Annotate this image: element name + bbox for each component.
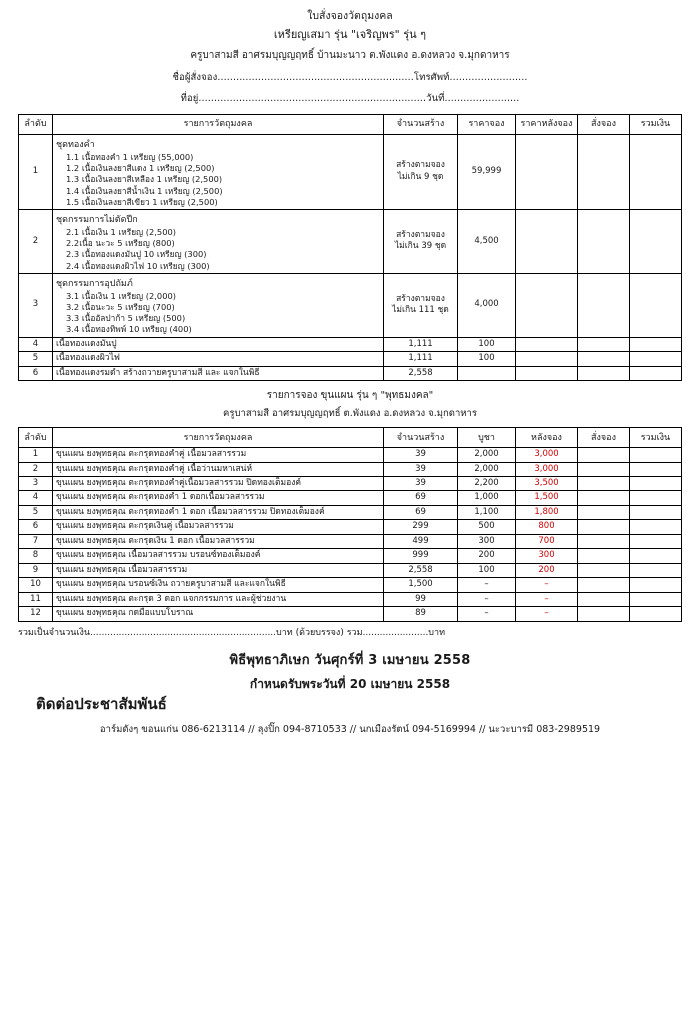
cell-order[interactable] xyxy=(578,534,630,548)
cell-item: ขุนแผน ยงพุทธคุณ บรอนซ์เงิน ถวายครูบาสามสี และแจกในพิธี xyxy=(53,578,384,592)
cell-after xyxy=(516,209,578,273)
cell-qty: 1,111 xyxy=(384,337,458,351)
cell-price: 2,200 xyxy=(458,477,516,491)
footer-block xyxy=(18,649,682,694)
cell-qty: 1,111 xyxy=(384,352,458,366)
cell-item: ขุนแผน ยงพุทธคุณ ตะกรุดทองคำคู่ เนื้อมวลสารรวม xyxy=(53,448,384,462)
cell-no: 2 xyxy=(19,209,53,273)
document-header xyxy=(18,8,682,64)
cell-total[interactable] xyxy=(630,273,682,337)
header-temple-line: ครูบาสามสี อาศรมบุญญฤทธิ์ บ้านมะนาว ต.พังแดง อ.ดงหลวง จ.มุกดาหาร xyxy=(190,50,510,62)
group-title: ชุดกรรมการไม่ตัดปีก xyxy=(56,214,138,225)
cell-order[interactable] xyxy=(578,563,630,577)
cell-total[interactable] xyxy=(630,337,682,351)
th-total: รวมเงิน xyxy=(630,428,682,448)
cell-qty: 499 xyxy=(384,534,458,548)
cell-after: – xyxy=(516,607,578,621)
cell-order[interactable] xyxy=(578,352,630,366)
cell-item xyxy=(53,273,384,337)
cell-after xyxy=(516,337,578,351)
cell-order[interactable] xyxy=(578,505,630,519)
cell-item xyxy=(53,209,384,273)
cell-no: 2 xyxy=(19,462,53,476)
cell-item xyxy=(53,134,384,209)
cell-no: 4 xyxy=(19,491,53,505)
sub-item: 2.4 เนื้อทองแดงผิวไฟ 10 เหรียญ (300) xyxy=(66,260,210,271)
amulet-order-table xyxy=(18,114,682,381)
cell-qty xyxy=(384,134,458,209)
table-row xyxy=(19,592,682,606)
table-row xyxy=(19,607,682,621)
cell-item: เนื้อทองแดงผิวไฟ xyxy=(53,352,384,366)
th-price: บูชา xyxy=(458,428,516,448)
cell-total[interactable] xyxy=(630,209,682,273)
table1-header-row xyxy=(19,114,682,134)
sub-item: 1.1 เนื้อทองคำ 1 เหรียญ (55,000) xyxy=(66,151,194,162)
cell-order[interactable] xyxy=(578,366,630,380)
sub-item: 3.1 เนื้อเงิน 1 เหรียญ (2,000) xyxy=(66,290,176,301)
contact-row xyxy=(18,696,682,716)
table-row xyxy=(19,491,682,505)
table-row xyxy=(19,352,682,366)
cell-after: – xyxy=(516,578,578,592)
cell-price xyxy=(458,366,516,380)
sub-item: 3.3 เนื้ออัลปาก้า 5 เหรียญ (500) xyxy=(66,313,186,324)
th-item: รายการวัตถุมงคล xyxy=(53,114,384,134)
cell-item: ขุนแผน ยงพุทธคุณ ตะกรุดทองคำคู่เนื้อมวลสารรวม ปิดทองเต็มองค์ xyxy=(53,477,384,491)
cell-price: – xyxy=(458,592,516,606)
table-row xyxy=(19,477,682,491)
th-item: รายการวัตถุมงคล xyxy=(53,428,384,448)
contact-label: ติดต่อประชาสัมพันธ์ xyxy=(36,694,167,713)
cell-price: 1,000 xyxy=(458,491,516,505)
cell-total[interactable] xyxy=(630,578,682,592)
th-order: สั่งจอง xyxy=(578,114,630,134)
cell-price: 4,000 xyxy=(458,273,516,337)
cell-qty: 89 xyxy=(384,607,458,621)
cell-after xyxy=(516,352,578,366)
cell-item: ขุนแผน ยงพุทธคุณ เนื้อมวลสารรวม บรอนซ์ทองเต็มองค์ xyxy=(53,549,384,563)
cell-after: 800 xyxy=(516,520,578,534)
sub-item: 1.4 เนื้อเงินลงยาสีน้ำเงิน 1 เหรียญ (2,500) xyxy=(66,185,223,196)
cell-price: 200 xyxy=(458,549,516,563)
cell-item: เนื้อทองแดงมันปู xyxy=(53,337,384,351)
qty-line: ไม่เกิน 39 ชุด xyxy=(394,241,447,252)
cell-qty xyxy=(384,273,458,337)
cell-after xyxy=(516,366,578,380)
cell-qty xyxy=(384,209,458,273)
cell-order[interactable] xyxy=(578,607,630,621)
table-row xyxy=(19,209,682,273)
sub-item: 3.4 เนื้อทองทิพพ์ 10 เหรียญ (400) xyxy=(66,324,192,335)
cell-qty: 299 xyxy=(384,520,458,534)
cell-qty: 99 xyxy=(384,592,458,606)
cell-after: 1,500 xyxy=(516,491,578,505)
cell-order[interactable] xyxy=(578,273,630,337)
buyer-address-field[interactable]: ที่อยู่.........................................................................วันที่........................ xyxy=(180,92,520,104)
cell-total[interactable] xyxy=(630,477,682,491)
cell-total[interactable] xyxy=(630,607,682,621)
cell-qty: 999 xyxy=(384,549,458,563)
sub-item: 1.3 เนื้อเงินลงยาสีเหลือง 1 เหรียญ (2,500) xyxy=(66,174,223,185)
table-row xyxy=(19,578,682,592)
cell-order[interactable] xyxy=(578,477,630,491)
cell-no: 3 xyxy=(19,273,53,337)
cell-qty: 39 xyxy=(384,477,458,491)
section2-title: รายการจอง ขุนแผน รุ่น ๆ "พุทธมงคล" xyxy=(266,390,434,402)
cell-no: 6 xyxy=(19,520,53,534)
table-row xyxy=(19,273,682,337)
cell-after: 3,000 xyxy=(516,462,578,476)
cell-no: 5 xyxy=(19,505,53,519)
cell-item: ขุนแผน ยงพุทธคุณ กดมือแบบโบราณ xyxy=(53,607,384,621)
cell-qty: 39 xyxy=(384,462,458,476)
cell-total[interactable] xyxy=(630,520,682,534)
table-row xyxy=(19,563,682,577)
cell-qty: 2,558 xyxy=(384,563,458,577)
cell-price: – xyxy=(458,578,516,592)
cell-no: 11 xyxy=(19,592,53,606)
cell-price: 100 xyxy=(458,337,516,351)
cell-total[interactable] xyxy=(630,563,682,577)
cell-after: 300 xyxy=(516,549,578,563)
table-row xyxy=(19,366,682,380)
cell-price: 300 xyxy=(458,534,516,548)
cell-price: 100 xyxy=(458,563,516,577)
buyer-name-field[interactable]: ชื่อผู้สั่งจอง...............................................................โทรศัพท์......................... xyxy=(172,71,528,83)
qty-line: ไม่เกิน 9 ชุด xyxy=(397,171,444,182)
table-row xyxy=(19,448,682,462)
cell-item: ขุนแผน ยงพุทธคุณ ตะกรุดเงิน 1 ดอก เนื้อมวลสารรวม xyxy=(53,534,384,548)
cell-after: 200 xyxy=(516,563,578,577)
cell-item: ขุนแผน ยงพุทธคุณ ตะกรุด 3 ดอก แจกกรรมการ และผู้ช่วยงาน xyxy=(53,592,384,606)
sub-item: 2.1 เนื้อเงิน 1 เหรียญ (2,500) xyxy=(66,227,176,238)
sub-item: 3.2 เนื้อนะวะ 5 เหรียญ (700) xyxy=(66,302,175,313)
table-row xyxy=(19,520,682,534)
pickup-date: กำหนดรับพระวันที่ 20 เมษายน 2558 xyxy=(249,676,451,691)
cell-order[interactable] xyxy=(578,448,630,462)
table-row xyxy=(19,505,682,519)
cell-price: 500 xyxy=(458,520,516,534)
table-row xyxy=(19,549,682,563)
cell-no: 8 xyxy=(19,549,53,563)
section2-subtitle: ครูบาสามสี อาศรมบุญญฤทธิ์ ต.พังแดง อ.ดงหลวง จ.มุกดาหาร xyxy=(223,408,477,420)
cell-order[interactable] xyxy=(578,209,630,273)
cell-no: 3 xyxy=(19,477,53,491)
cell-item: ขุนแผน ยงพุทธคุณ ตะกรุดเงินคู่ เนื้อมวลสารรวม xyxy=(53,520,384,534)
cell-order[interactable] xyxy=(578,134,630,209)
cell-after: 700 xyxy=(516,534,578,548)
cell-order[interactable] xyxy=(578,520,630,534)
cell-no: 12 xyxy=(19,607,53,621)
sub-item: 2.2เนื้อ นะวะ 5 เหรียญ (800) xyxy=(66,238,175,249)
cell-total[interactable] xyxy=(630,549,682,563)
cell-item: เนื้อทองแดงรมดำ สร้างถวายครูบาสามสี และ แจกในพิธี xyxy=(53,366,384,380)
cell-total[interactable] xyxy=(630,134,682,209)
cell-price: 1,100 xyxy=(458,505,516,519)
cell-no: 10 xyxy=(19,578,53,592)
grand-total-line[interactable]: รวมเป็นจำนวนเงิน.................................................................บาท (ด้วยบรรจง) รวม.......................บาท xyxy=(18,627,446,638)
cell-no: 9 xyxy=(19,563,53,577)
ceremony-date: พิธีพุทธาภิเษก วันศุกร์ที่ 3 เมษายน 2558 xyxy=(229,652,471,668)
sub-item: 1.2 เนื้อเงินลงยาสีแดง 1 เหรียญ (2,500) xyxy=(66,163,215,174)
cell-qty: 2,558 xyxy=(384,366,458,380)
cell-after xyxy=(516,134,578,209)
cell-total[interactable] xyxy=(630,448,682,462)
cell-order[interactable] xyxy=(578,462,630,476)
cell-no: 1 xyxy=(19,448,53,462)
cell-price: 2,000 xyxy=(458,448,516,462)
cell-total[interactable] xyxy=(630,462,682,476)
qty-line: ไม่เกิน 111 ชุด xyxy=(392,305,449,316)
cell-total[interactable] xyxy=(630,505,682,519)
cell-price: – xyxy=(458,607,516,621)
group-title: ชุดทองคำ xyxy=(56,139,95,150)
cell-after: 1,800 xyxy=(516,505,578,519)
header-title: ใบสั่งจองวัตถุมงคล xyxy=(307,10,393,22)
th-after: หลังจอง xyxy=(516,428,578,448)
cell-no: 5 xyxy=(19,352,53,366)
cell-item: ขุนแผน ยงพุทธคุณ เนื้อมวลสารรวม xyxy=(53,563,384,577)
table-row xyxy=(19,534,682,548)
th-total: รวมเงิน xyxy=(630,114,682,134)
cell-price: 2,000 xyxy=(458,462,516,476)
group-title: ชุดกรรมการอุปถัมภ์ xyxy=(56,278,133,289)
th-qty: จำนวนสร้าง xyxy=(384,428,458,448)
cell-no: 7 xyxy=(19,534,53,548)
sub-item: 1.5 เนื้อเงินลงยาสีเขียว 1 เหรียญ (2,500) xyxy=(66,196,218,207)
table2-header-row xyxy=(19,428,682,448)
khunphaen-order-table xyxy=(18,427,682,622)
th-qty: จำนวนสร้าง xyxy=(384,114,458,134)
cell-price: 59,999 xyxy=(458,134,516,209)
cell-item: ขุนแผน ยงพุทธคุณ ตะกรุดทองคำคู่ เนื้อว่านมหาเสน่ห์ xyxy=(53,462,384,476)
th-no: ลำดับ xyxy=(19,114,53,134)
cell-total[interactable] xyxy=(630,592,682,606)
cell-order[interactable] xyxy=(578,549,630,563)
qty-line: สร้างตามจอง xyxy=(396,229,445,240)
cell-qty: 69 xyxy=(384,491,458,505)
cell-order[interactable] xyxy=(578,337,630,351)
cell-after xyxy=(516,273,578,337)
cell-total[interactable] xyxy=(630,534,682,548)
cell-order[interactable] xyxy=(578,578,630,592)
sub-item: 2.3 เนื้อทองแดงมันปู 10 เหรียญ (300) xyxy=(66,249,207,260)
contact-phones: อาร์มดังๆ ขอนแก่น 086-6213114 // ลุงปิ๊ก 094-8710533 // นกเมืองรัตน์ 094-5169994 // นะวะบารมี 083-2989519 xyxy=(99,723,601,735)
cell-item: ขุนแผน ยงพุทธคุณ ตะกรุดทองคำ 1 ดอกเนื้อมวลสารรวม xyxy=(53,491,384,505)
cell-order[interactable] xyxy=(578,491,630,505)
qty-line: สร้างตามจอง xyxy=(396,293,445,304)
cell-total[interactable] xyxy=(630,352,682,366)
th-after: ราคาหลังจอง xyxy=(516,114,578,134)
cell-order[interactable] xyxy=(578,592,630,606)
cell-no: 4 xyxy=(19,337,53,351)
cell-total[interactable] xyxy=(630,366,682,380)
cell-qty: 39 xyxy=(384,448,458,462)
cell-price: 100 xyxy=(458,352,516,366)
th-order: สั่งจอง xyxy=(578,428,630,448)
cell-item: ขุนแผน ยงพุทธคุณ ตะกรุดทองคำ 1 ดอก เนื้อมวลสารรวม ปิดทองเต็มองค์ xyxy=(53,505,384,519)
table-row xyxy=(19,462,682,476)
th-no: ลำดับ xyxy=(19,428,53,448)
table-row xyxy=(19,337,682,351)
cell-total[interactable] xyxy=(630,491,682,505)
qty-line: สร้างตามจอง xyxy=(396,160,445,171)
cell-price: 4,500 xyxy=(458,209,516,273)
th-price: ราคาจอง xyxy=(458,114,516,134)
table-row xyxy=(19,134,682,209)
cell-no: 6 xyxy=(19,366,53,380)
cell-after: 3,000 xyxy=(516,448,578,462)
cell-after: 3,500 xyxy=(516,477,578,491)
cell-after: – xyxy=(516,592,578,606)
cell-qty: 1,500 xyxy=(384,578,458,592)
cell-no: 1 xyxy=(19,134,53,209)
header-subtitle: เหรียญเสมา รุ่น "เจริญพร" รุ่น ๆ xyxy=(273,28,427,42)
cell-qty: 69 xyxy=(384,505,458,519)
